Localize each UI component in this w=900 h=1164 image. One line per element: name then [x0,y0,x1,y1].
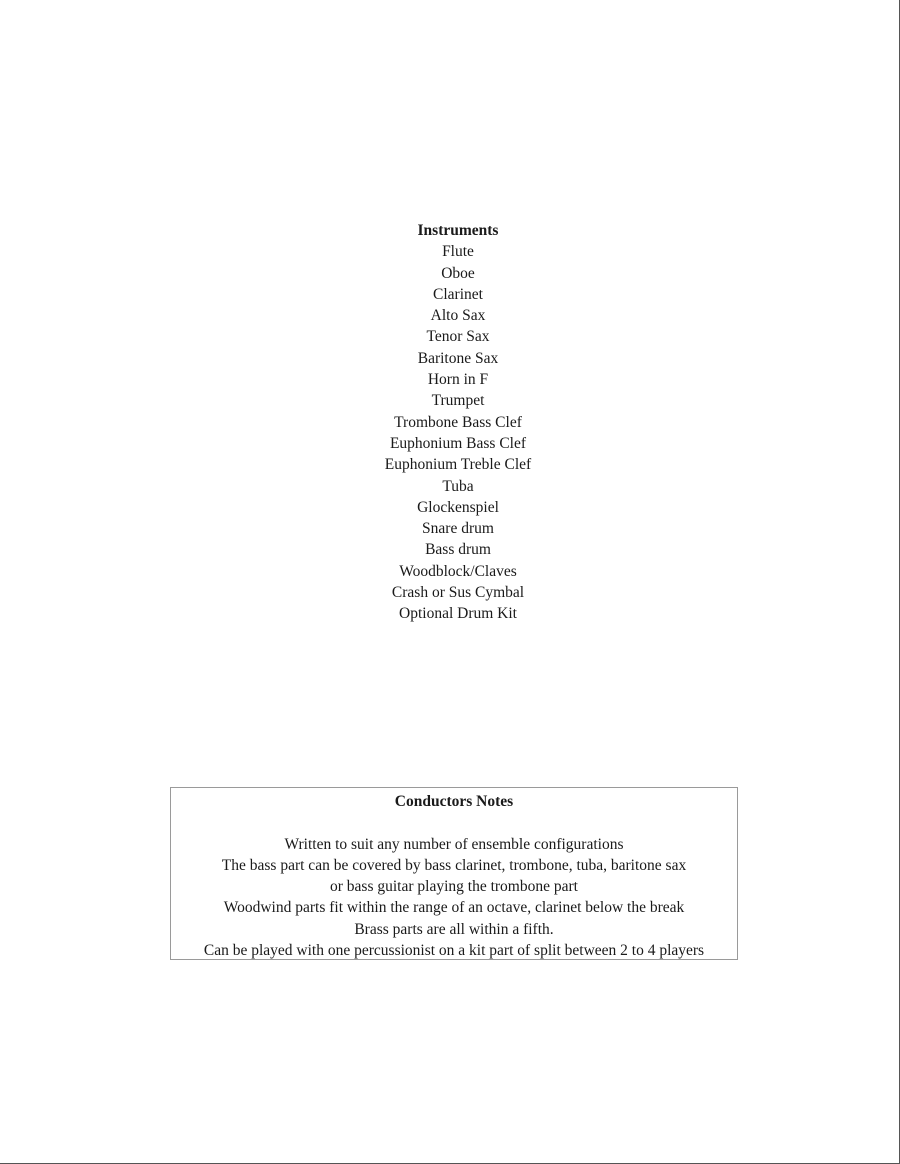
instrument-item: Woodblock/Claves [399,562,517,580]
notes-spacer [171,812,737,833]
instrument-item: Horn in F [427,371,489,389]
note-line: The bass part can be covered by bass clarinet, trombone, tuba, baritone sax [221,856,687,874]
instruments-section [0,220,900,625]
instrument-item: Trombone Bass Clef [394,413,522,431]
instrument-item: Optional Drum Kit [399,605,517,623]
instrument-item: Baritone Sax [417,349,499,367]
conductors-notes-box [170,787,738,960]
note-line: Can be played with one percussionist on a kit part of split between 2 to 4 players [203,942,705,960]
instrument-item: Crash or Sus Cymbal [391,584,525,602]
instrument-item: Oboe [441,264,475,282]
instrument-item: Tuba [442,477,474,495]
note-line: or bass guitar playing the trombone part [330,878,578,896]
instrument-item: Clarinet [433,285,483,303]
instruments-list [0,241,900,624]
conductors-notes-list [171,834,737,962]
instrument-item: Alto Sax [430,307,486,325]
instrument-item: Bass drum [425,541,491,559]
instrument-item: Tenor Sax [426,328,490,346]
note-line: Brass parts are all within a fifth. [354,920,554,938]
note-line: Written to suit any number of ensemble configurations [284,835,624,853]
instrument-item: Flute [442,243,474,261]
instrument-item: Euphonium Bass Clef [389,434,527,452]
conductors-notes-heading: Conductors Notes [394,793,514,810]
instruments-heading: Instruments [417,222,499,239]
instrument-item: Trumpet [431,392,485,410]
instrument-item: Snare drum [422,520,494,538]
instrument-item: Glockenspiel [417,498,499,516]
instrument-item: Euphonium Treble Clef [384,456,532,474]
note-line: Woodwind parts fit within the range of an octave, clarinet below the break [223,899,685,917]
